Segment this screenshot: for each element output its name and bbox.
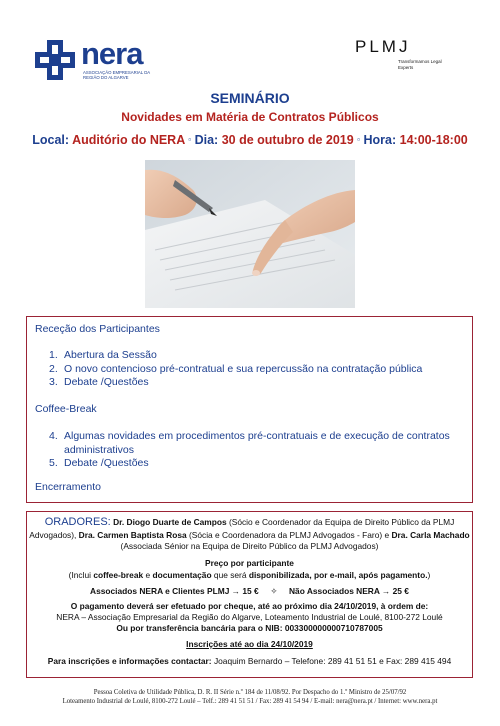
item-number: 1.: [49, 349, 58, 361]
footer-line-2: Loteamento Industrial de Loulé, 8100-272 Loulé – Telf.: 289 41 51 51 / Fax: 289 41 54 94 / E-mail: nera@nera.pt / Internet: www.nera.pt: [62, 698, 438, 705]
speaker1-name: Dr. Diogo Duarte de Campos: [113, 517, 227, 527]
item-number: 4.: [49, 430, 58, 442]
price-includes: (Inclui coffee-break e documentação que será disponibilizada, por e-mail, após pagamento.): [68, 570, 431, 580]
coffee-break-heading: Coffee-Break: [35, 403, 97, 415]
info-box: [26, 511, 473, 678]
list-item: [49, 457, 450, 471]
speaker2-name: Dra. Carmen Baptista Rosa: [78, 530, 187, 540]
list-item: [49, 363, 422, 377]
program-list-part2: [49, 430, 450, 471]
nera-logo: [33, 38, 183, 83]
nera-logo-subtitle: ASSOCIAÇÃO EMPRESARIAL DA REGIÃO DO ALGARVE: [83, 70, 150, 80]
separator-icon: ▫: [357, 135, 361, 144]
item-text: Algumas novidades em procedimentos pré-contratuais e de execução de contratos: [64, 430, 450, 442]
item-number: 2.: [49, 362, 58, 375]
dia-label: Dia:: [194, 133, 219, 147]
plmj-logo: [355, 38, 465, 88]
program-box: [26, 316, 473, 503]
speakers-line-1: [27, 517, 472, 527]
price-members: Associados NERA e Clientes PLMJ → 15 €: [90, 586, 259, 596]
local-value: Auditório do NERA: [72, 133, 185, 147]
price-nonmembers: Não Associados NERA → 25 €: [289, 586, 409, 596]
closing-heading: Encerramento: [35, 481, 101, 493]
list-item: [49, 376, 422, 390]
registration-deadline: Inscrições até ao dia 24/10/2019: [186, 639, 313, 649]
item-text: Debate /Questões: [64, 457, 149, 469]
item-text: Debate /Questões: [64, 376, 149, 388]
speaker2-role: (Sócia e Coordenadora da PLMJ Advogados - Faro) e: [188, 530, 390, 540]
oradores-label: ORADORES:: [44, 516, 111, 528]
dia-value: 30 de outubro de 2019: [221, 133, 354, 147]
price-line: [27, 586, 472, 596]
program-list-part1: [49, 349, 422, 390]
item-number: 3.: [49, 376, 58, 388]
local-label: Local:: [32, 133, 70, 147]
list-item: [49, 349, 422, 363]
event-info-line: [0, 133, 500, 147]
speakers-line-2: [27, 530, 472, 540]
nera-cross-icon: [33, 38, 77, 82]
separator-icon: ▫: [188, 135, 192, 144]
reception-heading: Receção dos Participantes: [35, 323, 160, 335]
item-text: O novo contencioso pré-contratual e sua repercussão na contratação pública: [64, 362, 423, 375]
plmj-logo-text: PLMJ: [355, 37, 411, 56]
nera-logo-text: nera: [81, 36, 143, 71]
payment-line-1: O pagamento deverá ser efetuado por cheque, até ao próximo dia 24/10/2019, à ordem de:: [70, 601, 429, 611]
price-title: Preço por participante: [205, 558, 294, 568]
speaker1-role: (Sócio e Coordenador da Equipa de Direito Público da PLMJ: [228, 517, 455, 527]
diamond-icon: ✧: [270, 586, 278, 596]
page-title: SEMINÁRIO: [210, 90, 290, 106]
list-item-continuation: [49, 444, 450, 458]
footer: [0, 688, 500, 706]
payment-line-2: NERA – Associação Empresarial da Região do Algarve, Loteamento Industrial de Loulé, 8100-272 Loulé: [56, 612, 443, 622]
speaker3-role: (Associada Sénior na Equipa de Direito Público da PLMJ Advogados): [120, 541, 379, 551]
hora-value: 14:00-18:00: [399, 133, 468, 147]
item-number: 5.: [49, 457, 58, 469]
item-text: Abertura da Sessão: [64, 349, 157, 361]
contact-label: Para inscrições e informações contactar:: [47, 656, 212, 666]
contact-line: [27, 656, 472, 666]
footer-line-1: Pessoa Coletiva de Utilidade Pública, D. R. II Série n.º 184 de 11/08/92. Por Despacho do 1.º Ministro de 25/07/92: [93, 689, 407, 696]
speaker1-role-cont: Advogados),: [29, 530, 77, 540]
item-text: administrativos: [64, 443, 135, 456]
hand-writing-photo: [145, 160, 355, 308]
payment-line-3: Ou por transferência bancária para o NIB: 003300000000710787005: [116, 623, 383, 633]
hora-label: Hora:: [363, 133, 397, 147]
event-subtitle: Novidades em Matéria de Contratos Públicos: [121, 110, 379, 124]
plmj-tagline: Transformamos Legal Experts: [398, 59, 442, 70]
list-item: [49, 430, 450, 444]
speaker3-name: Dra. Carla Machado: [391, 530, 470, 540]
contact-value: Joaquim Bernardo – Telefone: 289 41 51 51 e Fax: 289 415 494: [213, 656, 452, 666]
